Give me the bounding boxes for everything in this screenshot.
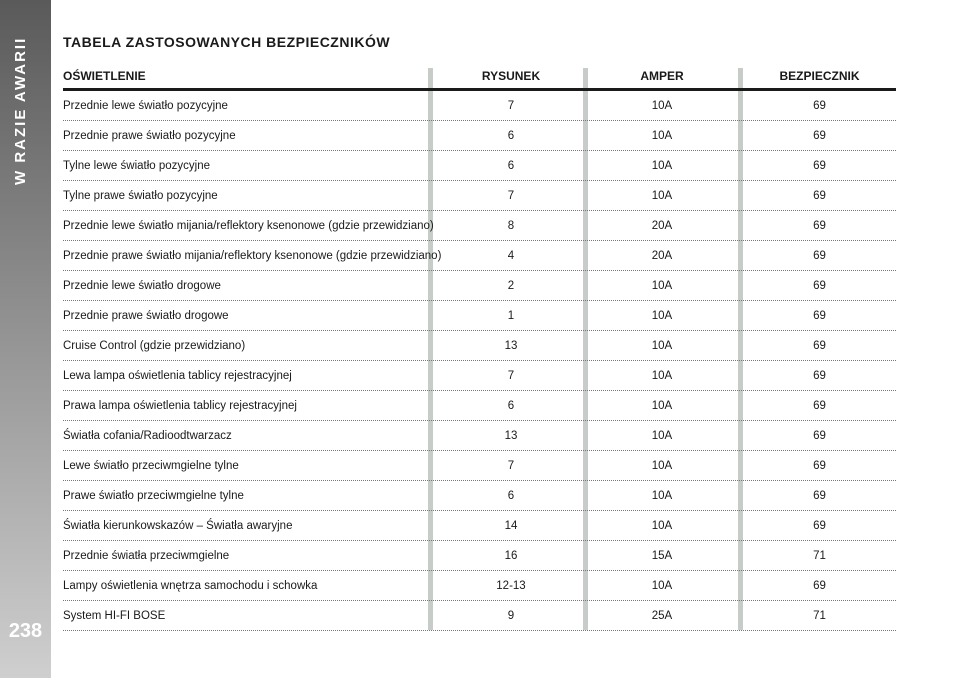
table-row — [63, 121, 896, 151]
row-rysunek: 14 — [504, 520, 518, 532]
table-row — [63, 241, 896, 271]
header-amper: AMPER — [640, 69, 684, 83]
row-rysunek: 6 — [507, 400, 515, 412]
section-title: W RAZIE AWARII — [12, 36, 29, 185]
row-bezpiecznik: 71 — [813, 550, 826, 562]
row-amper: 20A — [651, 250, 673, 262]
row-rysunek: 7 — [507, 370, 515, 382]
row-amper: 10A — [651, 100, 673, 112]
row-rysunek: 12-13 — [496, 580, 526, 592]
row-rysunek: 13 — [504, 340, 518, 352]
row-bezpiecznik: 69 — [813, 460, 826, 472]
row-label: Lewe światło przeciwmgielne tylne — [63, 460, 239, 472]
row-label: Prawa lampa oświetlenia tablicy rejestracyjnej — [63, 400, 297, 412]
row-amper: 10A — [651, 370, 673, 382]
table-row — [63, 451, 896, 481]
row-bezpiecznik: 69 — [813, 490, 826, 502]
table-row — [63, 331, 896, 361]
row-label: Lewa lampa oświetlenia tablicy rejestracyjnej — [63, 370, 292, 382]
row-amper: 20A — [651, 220, 673, 232]
table-row — [63, 211, 896, 241]
row-bezpiecznik: 69 — [813, 100, 826, 112]
row-label: Prawe światło przeciwmgielne tylne — [63, 490, 244, 502]
row-rysunek: 6 — [507, 130, 515, 142]
row-rysunek: 1 — [507, 310, 515, 322]
row-amper: 10A — [651, 400, 673, 412]
row-label: Przednie lewe światło drogowe — [63, 280, 221, 292]
row-amper: 10A — [651, 490, 673, 502]
row-amper: 10A — [651, 130, 673, 142]
row-rysunek: 9 — [507, 610, 515, 622]
row-rysunek: 4 — [507, 250, 515, 262]
row-label: System HI-FI BOSE — [63, 610, 166, 622]
table-header — [63, 64, 896, 91]
row-label: Przednie światła przeciwmgielne — [63, 550, 230, 562]
row-amper: 10A — [651, 190, 673, 202]
table-row — [63, 391, 896, 421]
header-bezpiecznik: BEZPIECZNIK — [779, 69, 860, 83]
row-rysunek: 6 — [507, 160, 515, 172]
row-rysunek: 13 — [504, 430, 518, 442]
row-bezpiecznik: 69 — [813, 340, 826, 352]
row-bezpiecznik: 69 — [813, 310, 826, 322]
row-amper: 10A — [651, 310, 673, 322]
row-amper: 10A — [651, 280, 673, 292]
row-label: Przednie lewe światło pozycyjne — [63, 100, 228, 112]
table-row — [63, 181, 896, 211]
row-amper: 10A — [651, 160, 673, 172]
row-rysunek: 2 — [507, 280, 515, 292]
row-rysunek: 8 — [507, 220, 515, 232]
row-bezpiecznik: 69 — [813, 370, 826, 382]
row-bezpiecznik: 69 — [813, 400, 826, 412]
row-bezpiecznik: 69 — [813, 130, 826, 142]
row-bezpiecznik: 69 — [813, 580, 826, 592]
table-row — [63, 511, 896, 541]
table-row — [63, 481, 896, 511]
row-bezpiecznik: 69 — [813, 220, 826, 232]
row-rysunek: 6 — [507, 490, 515, 502]
row-amper: 10A — [651, 430, 673, 442]
row-label: Przednie prawe światło mijania/reflektory ksenonowe (gdzie przewidziano) — [63, 250, 442, 262]
row-label: Tylne prawe światło pozycyjne — [63, 190, 218, 202]
row-label: Lampy oświetlenia wnętrza samochodu i schowka — [63, 580, 318, 592]
table-row — [63, 301, 896, 331]
table-row — [63, 151, 896, 181]
sidebar — [0, 0, 51, 678]
page-number: 238 — [8, 620, 43, 642]
row-label: Przednie prawe światło pozycyjne — [63, 130, 236, 142]
row-bezpiecznik: 69 — [813, 250, 826, 262]
row-bezpiecznik: 69 — [813, 280, 826, 292]
row-label: Przednie prawe światło drogowe — [63, 310, 229, 322]
table-row — [63, 601, 896, 631]
row-amper: 10A — [651, 460, 673, 472]
header-oswietlenie: OŚWIETLENIE — [63, 69, 146, 83]
row-bezpiecznik: 69 — [813, 160, 826, 172]
table-row — [63, 571, 896, 601]
table-row — [63, 421, 896, 451]
row-amper: 15A — [651, 550, 673, 562]
row-rysunek: 7 — [507, 460, 515, 472]
header-rysunek: RYSUNEK — [481, 69, 541, 83]
row-label: Tylne lewe światło pozycyjne — [63, 160, 211, 172]
row-label: Przednie lewe światło mijania/reflektory ksenonowe (gdzie przewidziano) — [63, 220, 434, 232]
table-row — [63, 541, 896, 571]
row-label: Światła kierunkowskazów – Światła awaryjne — [63, 520, 293, 532]
row-label: Cruise Control (gdzie przewidziano) — [63, 340, 246, 352]
row-bezpiecznik: 69 — [813, 430, 826, 442]
row-rysunek: 7 — [507, 190, 515, 202]
row-label: Światła cofania/Radioodtwarzacz — [63, 430, 232, 442]
row-rysunek: 7 — [507, 100, 515, 112]
table-row — [63, 361, 896, 391]
row-amper: 10A — [651, 520, 673, 532]
row-amper: 10A — [651, 340, 673, 352]
table-row — [63, 91, 896, 121]
row-bezpiecznik: 69 — [813, 520, 826, 532]
row-rysunek: 16 — [504, 550, 518, 562]
row-amper: 25A — [651, 610, 673, 622]
fuse-table — [63, 64, 896, 631]
row-bezpiecznik: 71 — [813, 610, 826, 622]
table-row — [63, 271, 896, 301]
row-amper: 10A — [651, 580, 673, 592]
row-bezpiecznik: 69 — [813, 190, 826, 202]
page-title: TABELA ZASTOSOWANYCH BEZPIECZNIKÓW — [63, 34, 391, 50]
